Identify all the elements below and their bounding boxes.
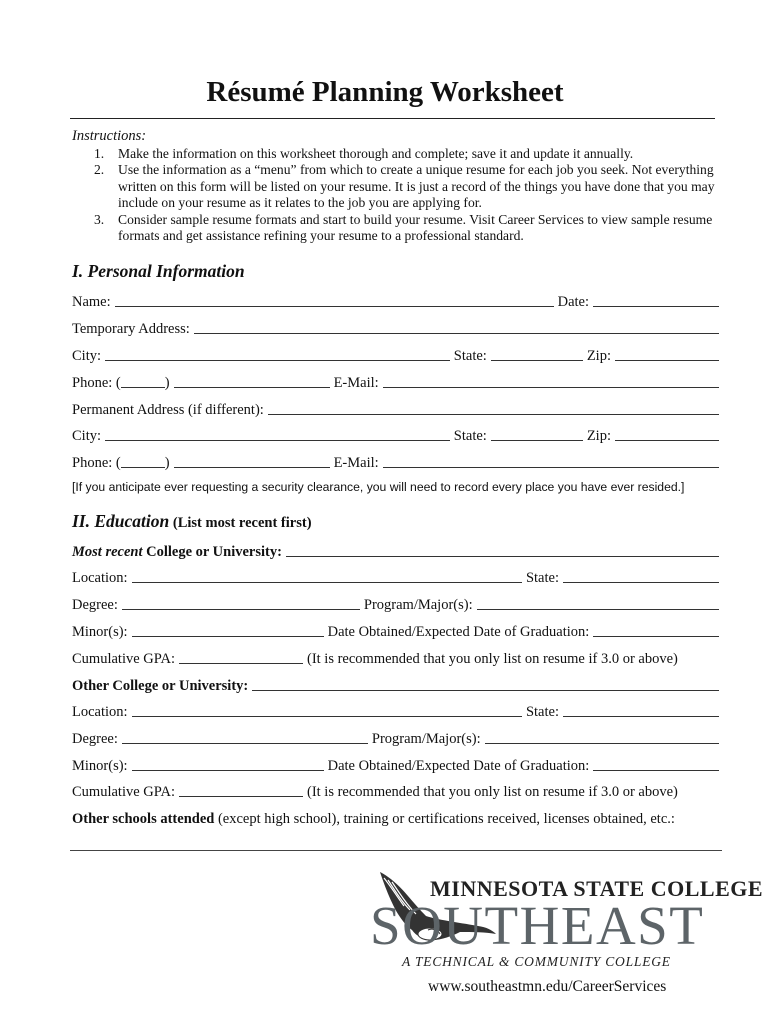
- program-label: Program/Major(s):: [371, 731, 481, 747]
- degree-label: Degree:: [72, 597, 118, 613]
- city-label: City:: [72, 428, 102, 444]
- date-obtained-field[interactable]: [593, 636, 719, 637]
- perm-city-field[interactable]: [105, 440, 450, 441]
- other-college-row: [72, 673, 723, 695]
- perm-city-row: [72, 423, 723, 445]
- degree-row: [72, 592, 723, 614]
- page-title: Résumé Planning Worksheet: [206, 76, 564, 108]
- security-clearance-note: [If you anticipate ever requesting a security clearance, you will need to record every place you have ever resided.]: [72, 480, 685, 494]
- minor-row: [72, 619, 723, 641]
- perm-phone-number-field[interactable]: [174, 467, 330, 468]
- other-degree-field[interactable]: [122, 743, 368, 744]
- phone-paren-close: ): [164, 375, 170, 391]
- other-schools-label: [72, 811, 675, 828]
- recent-college-label: [72, 544, 282, 561]
- edu-state-field[interactable]: [563, 582, 719, 583]
- other-schools-rest: (except high school), training or certifications received, licenses obtained, etc.:: [214, 811, 675, 827]
- minor-field[interactable]: [132, 636, 324, 637]
- other-schools-row: [72, 806, 723, 828]
- instruction-text: Make the information on this worksheet thorough and complete; save it and update it annually.: [118, 146, 634, 161]
- instruction-item: [72, 146, 722, 162]
- instruction-text: Use the information as a “menu” from which to create a unique resume for each job you seek. Not everything written on this form will be listed on your resume. It is just a record of the things you have done that you may include on your resume as it relates to the job you are applying for.: [118, 162, 715, 211]
- perm-phone-row: [72, 450, 723, 472]
- logo-sub-text: A TECHNICAL & COMMUNITY COLLEGE: [402, 954, 671, 969]
- other-schools-bold: Other schools attended: [72, 811, 215, 827]
- other-location-row: [72, 699, 723, 721]
- other-degree-row: [72, 726, 723, 748]
- name-label: Name:: [72, 294, 111, 310]
- phone-area-code-field[interactable]: [121, 387, 165, 388]
- other-gpa-row: [72, 779, 723, 801]
- gpa-row: [72, 646, 723, 668]
- instruction-item: [72, 162, 722, 211]
- instruction-number: 3.: [94, 211, 105, 227]
- title-divider: [70, 118, 715, 119]
- state-field[interactable]: [491, 360, 583, 361]
- state-label: State:: [525, 570, 559, 586]
- recent-college-row: [72, 539, 723, 561]
- gpa-label: Cumulative GPA:: [72, 784, 175, 800]
- email-label: E-Mail:: [333, 455, 379, 471]
- college-label-text: College or University:: [142, 544, 282, 560]
- other-location-field[interactable]: [132, 716, 522, 717]
- career-services-url[interactable]: www.southeastmn.edu/CareerServices: [428, 978, 667, 995]
- degree-label: Degree:: [72, 731, 118, 747]
- perm-address-field[interactable]: [268, 414, 719, 415]
- instruction-number: 1.: [94, 146, 105, 161]
- instruction-number: 2.: [94, 162, 105, 178]
- city-label: City:: [72, 348, 102, 364]
- education-heading-text: II. Education: [72, 511, 170, 531]
- instruction-item: [72, 212, 722, 245]
- location-row: [72, 565, 723, 587]
- phone-label: Phone: (: [72, 455, 121, 471]
- other-schools-field[interactable]: [70, 850, 722, 851]
- zip-field[interactable]: [615, 360, 719, 361]
- state-label: State:: [525, 704, 559, 720]
- other-minor-row: [72, 753, 723, 775]
- other-college-label: Other College or University:: [72, 678, 249, 694]
- phone-label: Phone: (: [72, 375, 121, 391]
- most-recent-italic: Most recent: [72, 544, 143, 560]
- other-minor-field[interactable]: [132, 770, 324, 771]
- gpa-label: Cumulative GPA:: [72, 651, 175, 667]
- program-field[interactable]: [477, 609, 719, 610]
- phone-number-field[interactable]: [174, 387, 330, 388]
- temp-address-row: [72, 316, 723, 338]
- perm-phone-area-code-field[interactable]: [121, 467, 165, 468]
- other-gpa-field[interactable]: [179, 796, 303, 797]
- recent-college-field[interactable]: [286, 556, 719, 557]
- personal-info-heading: I. Personal Information: [72, 261, 245, 281]
- other-date-obtained-field[interactable]: [593, 770, 719, 771]
- minor-label: Minor(s):: [72, 758, 128, 774]
- perm-address-label: Permanent Address (if different):: [72, 402, 264, 418]
- name-row: [72, 289, 723, 311]
- perm-address-row: [72, 397, 723, 419]
- email-label: E-Mail:: [333, 375, 379, 391]
- minor-label: Minor(s):: [72, 624, 128, 640]
- date-obtained-label: Date Obtained/Expected Date of Graduation:: [327, 624, 590, 640]
- other-college-field[interactable]: [252, 690, 719, 691]
- date-obtained-label: Date Obtained/Expected Date of Graduation:: [327, 758, 590, 774]
- phone-row: [72, 370, 723, 392]
- logo-top-text: MINNESOTA STATE COLLEGE: [430, 876, 764, 901]
- temp-address-label: Temporary Address:: [72, 321, 190, 337]
- zip-label: Zip:: [586, 348, 611, 364]
- other-program-field[interactable]: [485, 743, 719, 744]
- education-heading: [72, 511, 312, 532]
- state-label: State:: [453, 348, 487, 364]
- city-row: [72, 343, 723, 365]
- other-state-field[interactable]: [563, 716, 719, 717]
- location-label: Location:: [72, 704, 128, 720]
- name-field[interactable]: [115, 306, 554, 307]
- gpa-field[interactable]: [179, 663, 303, 664]
- perm-zip-field[interactable]: [615, 440, 719, 441]
- email-field[interactable]: [383, 387, 719, 388]
- gpa-note: (It is recommended that you only list on resume if 3.0 or above): [307, 784, 678, 800]
- program-label: Program/Major(s):: [363, 597, 473, 613]
- state-label: State:: [453, 428, 487, 444]
- instructions-list: [72, 146, 722, 244]
- date-label: Date:: [557, 294, 589, 310]
- date-field[interactable]: [593, 306, 719, 307]
- instruction-text: Consider sample resume formats and start to build your resume. Visit Career Services to view sample resume formats and get assistance refining your resume to a professional standard.: [118, 211, 713, 244]
- gpa-note: (It is recommended that you only list on resume if 3.0 or above): [307, 651, 678, 667]
- phone-paren-close: ): [164, 455, 170, 471]
- logo-big-text: SOUTHEAST: [370, 895, 705, 956]
- temp-address-field[interactable]: [194, 333, 719, 334]
- degree-field[interactable]: [122, 609, 360, 610]
- education-heading-sub: (List most recent first): [169, 515, 312, 531]
- city-field[interactable]: [105, 360, 450, 361]
- perm-state-field[interactable]: [491, 440, 583, 441]
- zip-label: Zip:: [586, 428, 611, 444]
- location-label: Location:: [72, 570, 128, 586]
- location-field[interactable]: [132, 582, 522, 583]
- perm-email-field[interactable]: [383, 467, 719, 468]
- college-logo: [368, 870, 764, 970]
- instructions-heading: Instructions:: [72, 128, 147, 144]
